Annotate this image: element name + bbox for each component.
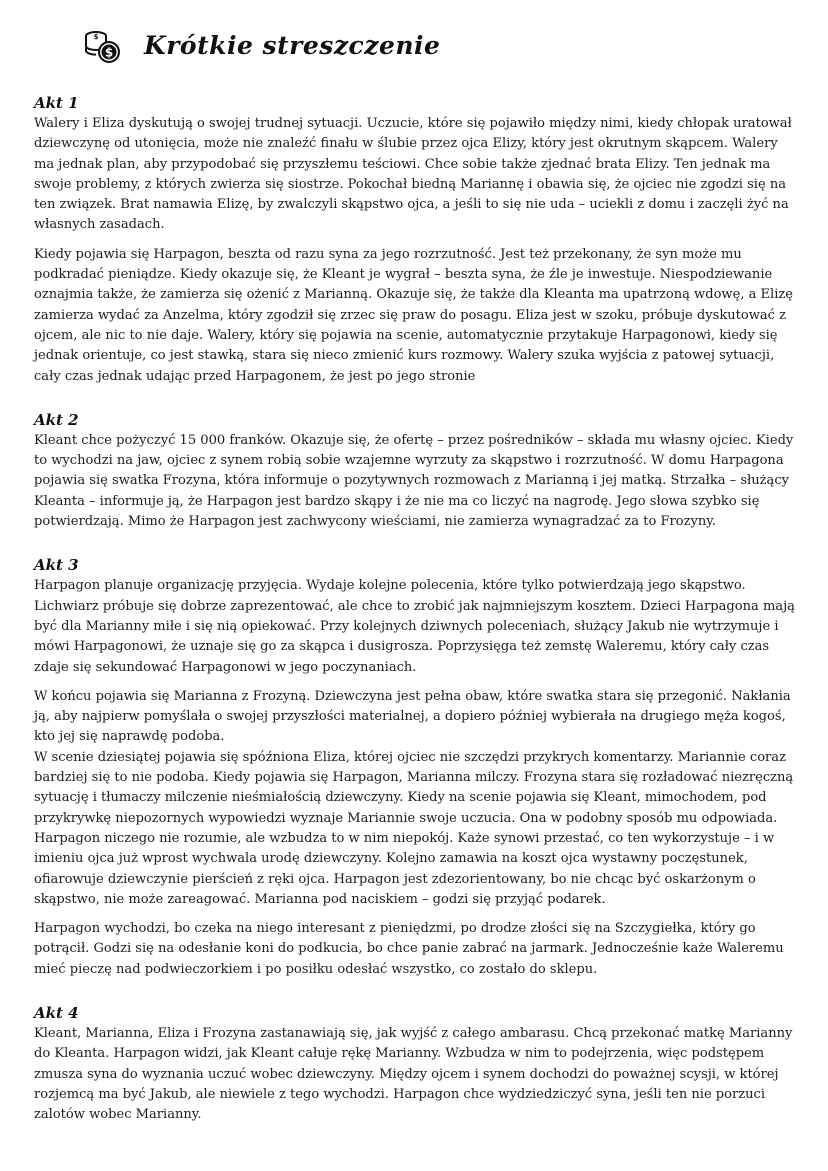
act-4-paragraph-1: Kleant, Marianna, Eliza i Frozyna zastanawiają się, jak wyjść z całego ambarasu. Chcą przekonać matkę Marianny do Kleanta. Harpagon widzi, jak Kleant całuje rękę Marianny. Wzbudza w nim to podejrzenia, więc podstępem zmusza syna do wyznania uczuć wobec dziewczyny. Między ojcem i synem dochodzi do poważnej scysji, w której rozjemcą ma być Jakub, ale niewiele z tego wychodzi. Harpagon chce wydziedziczyć syna, jeśli ten nie porzuci zalotów wobec Marianny. [34,1025,793,1123]
act-3-paragraph-1: Harpagon planuje organizację przyjęcia. Wydaje kolejne polecenia, które tylko potwierdzają jego skąpstwo. Lichwiarz próbuje się dobrze zaprezentować, ale chce to zrobić jak najmniejszym kosztem. Dzieci Harpagona mają być dla Marianny miłe i się nią opiekować. Przy kolejnych dziwnych poleceniach, służący Jakub nie wytrzymuje i mówi Harpagonowi, że uznaje się go za skąpca i dusigrosza. Poprzysięga też zemstę Waleremu, który cały czas zdaje się sekundować Harpagonowi w jego poczynaniach. [34,578,795,675]
act-1-paragraph-1: Walery i Eliza dyskutują o swojej trudnej sytuacji. Uczucie, które się pojawiło między nimi, kiedy chłopak uratował dziewczynę od utonięcia, może nie znaleźć finału w ślubie przez ojca Elizy, który jest okrutnym skąpcem. Walery ma jednak plan, aby przypodobać się przyszłemu teściowi. Chce sobie także zjednać brata Elizy. Ten jednak ma swoje problemy, z których zwierza się siostrze. Pokochał biedną Mariannę i obawia się, że ojciec nie zgodzi się na ten związek. Brat namawia Elizę, by zwalczyli skąpstwo ojca, a jeśli to się nie uda – uciekli z domu i zaczęli żyć na własnych zasadach. [34,116,792,233]
act-3-paragraph-3: W scenie dziesiątej pojawia się spóźniona Eliza, której ojciec nie szczędzi przykrych komentarzy. Mariannie coraz bardziej się to nie podoba. Kiedy pojawia się Harpagon, Marianna milczy. Frozyna stara się rozładować niezręczną sytuację i tłumaczy milczenie nieśmiałością dziewczyny. Kiedy na scenie pojawia się Kleant, mimochodem, pod przykrywkę niepozornych wypowiedzi wyznaje Mariannie swoje uczucia. Ona w podobny sposób mu odpowiada. Harpagon niczego nie rozumie, ale wzbudza to w nim niepokój. Każe synowi przestać, co ten wykorzystuje – i w imieniu ojca już wprost wychwala urodę dziewczyny. Kolejno zamawia na koszt ojca wystawny poczęstunek, ofiarowuje dziewczynie pierścień z ręki ojca. Harpagon jest zdezorientowany, bo nie chcąc być oskarżonym o skąpstwo, nie może zareagować. Marianna pod naciskiem – godzi się przyjąć podarek. [34,749,794,907]
document-header [82,22,796,68]
act-3-paragraph-4: Harpagon wychodzi, bo czeka na niego interesant z pieniędzmi, po drodze złości się na Szczygiełka, który go potrącił. Godzi się na odesłanie koni do podkucia, bo chce panie zabrać na jarmark. Jednocześnie każe Waleremu mieć pieczę nad podwieczorkiem i po posiłku odesłać wszystko, co zostało do sklepu. [34,921,784,977]
svg-text:$: $ [93,33,99,41]
act-3-paragraph-2: W końcu pojawia się Marianna z Frozyną. Dziewczyna jest pełna obaw, które swatka stara się przegonić. Nakłania ją, aby najpierw pomyślała o swojej przyszłości materialnej, a dopiero później wybierała na drugiego męża kogoś, kto jej się naprawdę podoba. [34,688,791,745]
svg-text:$: $ [104,45,114,60]
act-4-section [34,1004,796,1125]
act-1-paragraph-2: Kiedy pojawia się Harpagon, beszta od razu syna za jego rozrzutność. Jest też przekonany, że syn może mu podkradać pieniądze. Kiedy okazuje się, że Kleant je wygrał – beszta syna, że źle je inwestuje. Niespodziewanie oznajmia także, że zamierza się ożenić z Marianną. Okazuje się, że także dla Kleanta ma upatrzoną wdowę, a Elizę zamierza wydać za Anzelma, który zgodził się zrzec się praw do posagu. Eliza jest w szoku, próbuje dyskutować z ojcem, ale nic to nie daje. Walery, który się pojawia na scenie, automatycznie przytakuje Harpagonowi, kiedy się jednak orientuje, co jest stawką, stara się nieco zmienić kurs rozmowy. Walery szuka wyjścia z patowej sytuacji, cały czas jednak udając przed Harpagonem, że jest po jego stronie [34,246,794,384]
act-1-section [34,94,796,387]
act-2-section [34,411,796,532]
act-4-heading: Akt 4 [34,1003,79,1022]
act-2-heading: Akt 2 [34,410,79,429]
act-3-heading: Akt 3 [34,556,79,575]
act-1-heading: Akt 1 [34,94,79,112]
coins-dollar-icon [82,25,122,65]
page-title: Krótkie streszczenie [144,30,441,60]
document-page [34,22,796,1134]
act-3-section [34,556,796,980]
act-2-paragraph-1: Kleant chce pożyczyć 15 000 franków. Okazuje się, że ofertę – przez pośredników – składa mu własny ojciec. Kiedy to wychodzi na jaw, ojciec z synem robią sobie wzajemne wyrzuty za skąpstwo i rozrzutność. W domu Harpagona pojawia się swatka Frozyna, która informuje o pozytywnych rozmowach z Marianną i jej matką. Strzałka – służący Kleanta – informuje ją, że Harpagon jest bardzo skąpy i że nie ma co liczyć na nagrodę. Jego słowa szybko się potwierdzają. Mimo że Harpagon jest zachwycony wieściami, nie zamierza wynagradzać za to Frozyny. [34,432,794,530]
